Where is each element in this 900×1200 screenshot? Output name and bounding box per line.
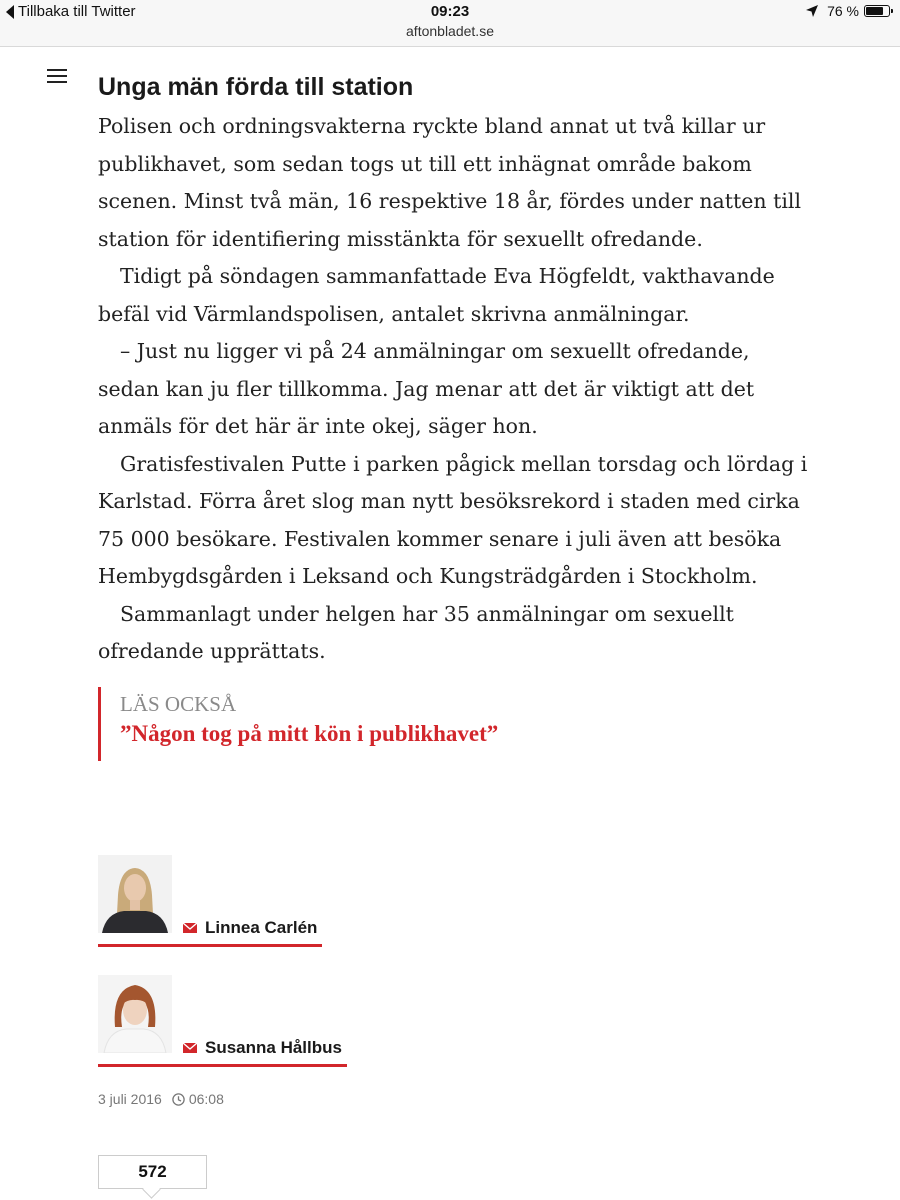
status-bar <box>0 0 900 47</box>
location-arrow-icon <box>805 4 819 18</box>
author-name[interactable]: Susanna Hållbus <box>205 1038 342 1057</box>
author-underline <box>98 944 322 947</box>
publish-time: 06:08 <box>188 1091 224 1107</box>
mail-icon <box>183 1043 197 1053</box>
status-time: 09:23 <box>430 3 470 20</box>
mail-icon <box>183 923 197 933</box>
clock-icon <box>172 1093 185 1106</box>
read-also-label: LÄS OCKSÅ <box>120 692 237 716</box>
article-paragraph: Tidigt på söndagen sammanfattade Eva Högfeldt, vakthavande befäl vid Värmlandspolisen, antalet skrivna anmälningar. <box>98 264 775 326</box>
author-photo <box>98 975 172 1053</box>
article-body <box>98 108 808 671</box>
article-paragraph: Gratisfestivalen Putte i parken pågick mellan torsdag och lördag i Karlstad. Förra året slog man nytt besöksrekord i staden med cirka 75 000 besökare. Festivalen kommer senare i juli även att besöka Hembygdsgården i Leksand och Kungsträdgården i Stockholm. <box>98 451 808 588</box>
read-also-box <box>98 687 498 761</box>
article-paragraph: Sammanlagt under helgen har 35 anmälningar om sexuellt ofredande upprättats. <box>98 601 734 663</box>
status-indicators <box>805 3 890 19</box>
battery-percent: 76 % <box>827 3 859 19</box>
battery-level-fill <box>866 7 883 15</box>
publish-date: 3 juli 2016 <box>98 1091 162 1107</box>
url-domain[interactable]: aftonbladet.se <box>406 23 494 39</box>
article-subheading: Unga män förda till station <box>98 73 414 101</box>
hamburger-menu-icon[interactable] <box>47 69 67 84</box>
author-underline <box>98 1064 347 1067</box>
battery-icon <box>864 5 890 17</box>
back-label: Tillbaka till Twitter <box>18 3 136 20</box>
author-byline[interactable] <box>98 975 347 1067</box>
comment-count-button[interactable]: 572 <box>98 1155 207 1189</box>
author-name-row[interactable] <box>183 918 317 938</box>
author-name-row[interactable] <box>183 1038 342 1058</box>
article-paragraph: – Just nu ligger vi på 24 anmälningar om sexuellt ofredande, sedan kan ju fler tillkomma. Jag menar att det är viktigt att det anmäls för det här är inte okej, säger hon. <box>98 339 755 438</box>
publish-dateline <box>98 1091 224 1107</box>
author-name[interactable]: Linnea Carlén <box>205 918 318 937</box>
article-paragraph: Polisen och ordningsvakterna ryckte bland annat ut två killar ur publikhavet, som sedan togs ut till ett inhägnat område bakom scenen. Minst två män, 16 respektive 18 år, fördes under natten till station för identifiering misstänkta för sexuellt ofredande. <box>98 114 801 251</box>
author-photo <box>98 855 172 933</box>
author-byline[interactable] <box>98 855 322 947</box>
read-also-link[interactable]: ”Någon tog på mitt kön i publikhavet” <box>120 721 499 746</box>
